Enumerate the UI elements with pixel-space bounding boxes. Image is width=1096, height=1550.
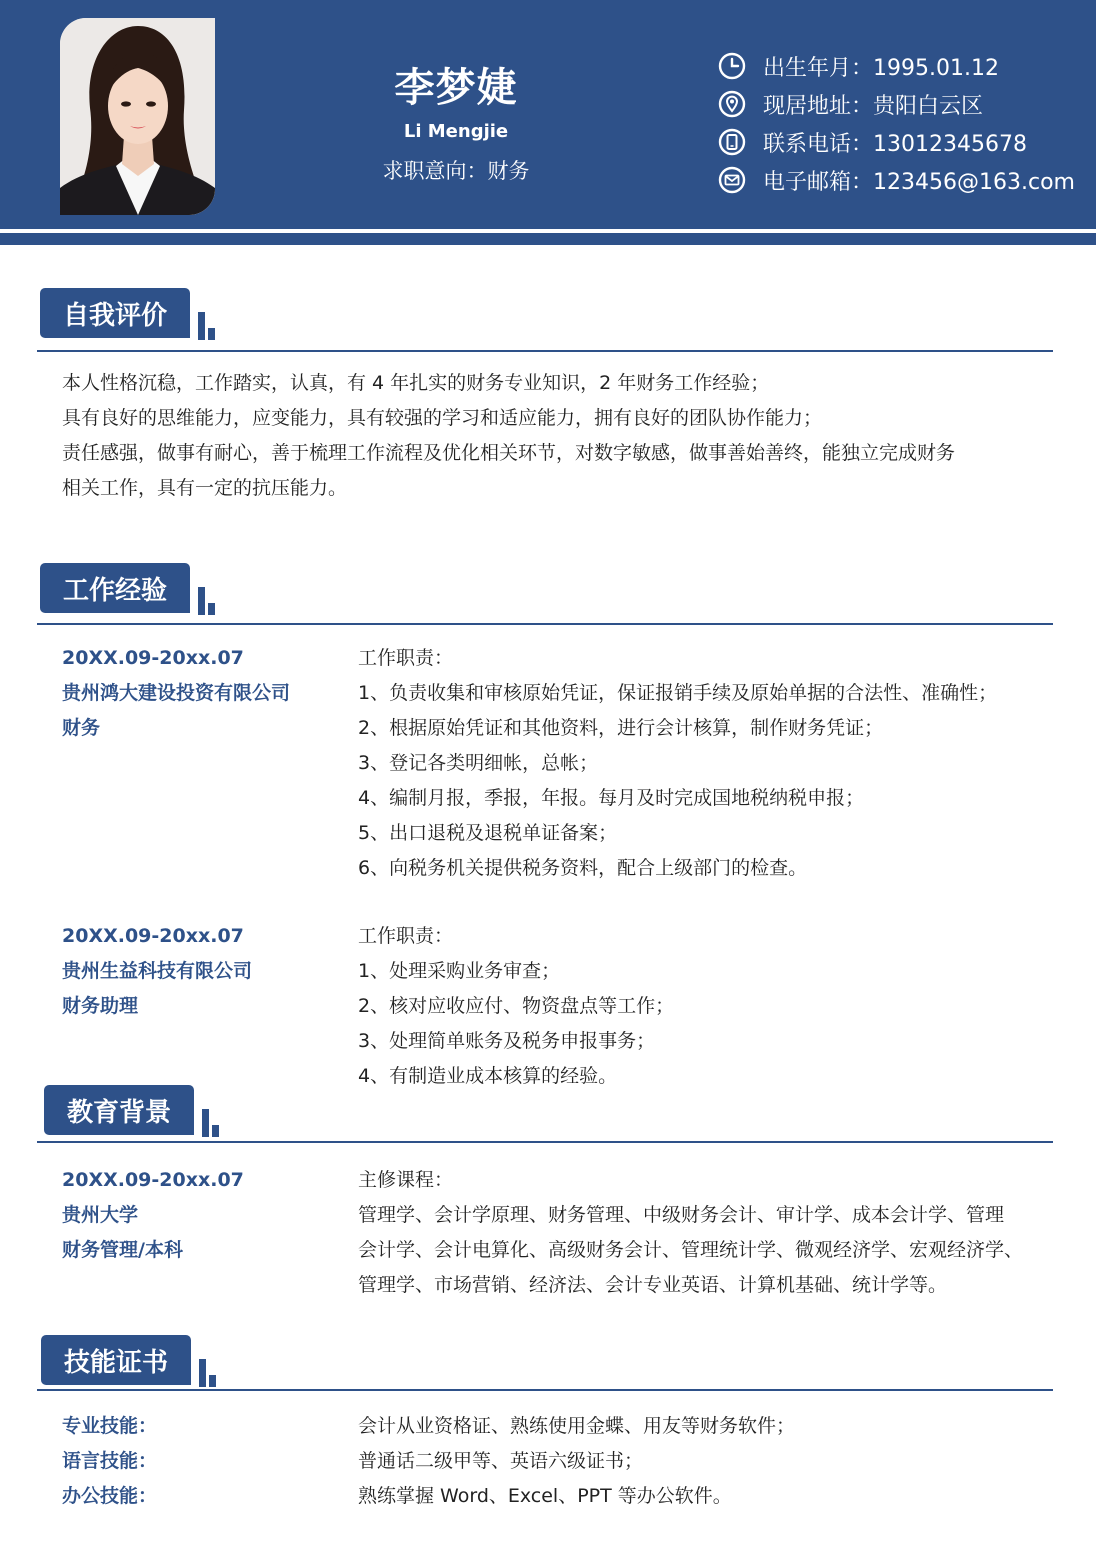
contact-address (718, 89, 983, 119)
location-icon (718, 90, 746, 118)
section-bars-decoration (198, 1085, 224, 1135)
duty-line: 工作职责： (358, 925, 454, 947)
section-self-evaluation (40, 288, 220, 338)
job-2-info (62, 919, 252, 1024)
mail-icon (718, 166, 746, 194)
skills-values (358, 1409, 1058, 1514)
duty-line: 2、根据原始凭证和其他资料，进行会计核算，制作财务凭证； (358, 717, 884, 739)
header-banner (0, 0, 1096, 229)
section-bars-decoration (195, 1335, 221, 1385)
job-2-duties (358, 919, 1058, 1094)
education-school: 贵州大学 (62, 1204, 139, 1226)
contact-phone-text: 联系电话：13012345678 (763, 131, 1027, 157)
section-bars-decoration (194, 288, 220, 338)
contact-birthdate (718, 51, 999, 81)
section-divider (37, 1389, 1053, 1391)
job-period: 20XX.09-20xx.07 (62, 647, 244, 669)
phone-icon (718, 128, 746, 156)
job-1-info (62, 641, 290, 746)
duty-line: 工作职责： (358, 647, 454, 669)
applicant-name: 李梦婕 (394, 65, 518, 111)
contact-address-text: 现居地址：贵阳白云区 (763, 93, 984, 119)
section-title: 教育背景 (44, 1085, 194, 1135)
contact-email (718, 165, 1075, 195)
self-evaluation-text (62, 366, 1042, 506)
portrait-image (60, 18, 215, 215)
section-divider (37, 623, 1053, 625)
self-evaluation-line: 相关工作，具有一定的抗压能力。 (62, 477, 348, 499)
job-role: 财务助理 (62, 995, 139, 1017)
skills-labels (62, 1409, 157, 1514)
skill-value-language: 普通话二级甲等、英语六级证书； (358, 1450, 644, 1472)
job-role: 财务 (62, 717, 101, 739)
duty-line: 6、向税务机关提供税务资料，配合上级部门的检查。 (358, 857, 808, 879)
job-1-duties (358, 641, 1058, 886)
duty-line: 2、核对应收应付、物资盘点等工作； (358, 995, 675, 1017)
duty-line: 4、有制造业成本核算的经验。 (358, 1065, 618, 1087)
skill-label-professional: 专业技能： (62, 1415, 158, 1437)
applicant-name-english: Li Mengjie (403, 121, 509, 142)
job-company: 贵州生益科技有限公司 (62, 960, 253, 982)
section-education (44, 1085, 224, 1135)
education-period: 20XX.09-20xx.07 (62, 1169, 244, 1191)
duty-line: 4、编制月报，季报，年报。每月及时完成国地税纳税申报； (358, 787, 865, 809)
skill-value-office: 熟练掌握 Word、Excel、PPT 等办公软件。 (358, 1485, 732, 1507)
header-divider-stripe (0, 233, 1096, 245)
skill-value-professional: 会计从业资格证、熟练使用金蝶、用友等财务软件； (358, 1415, 796, 1437)
section-title: 技能证书 (41, 1335, 191, 1385)
skill-label-language: 语言技能： (62, 1450, 158, 1472)
duty-line: 3、处理简单账务及税务申报事务； (358, 1030, 656, 1052)
section-divider (37, 1141, 1053, 1143)
section-title: 工作经验 (40, 563, 190, 613)
duty-line: 1、负责收集和审核原始凭证，保证报销手续及原始单据的合法性、准确性； (358, 682, 998, 704)
course-line: 管理学、市场营销、经济法、会计专业英语、计算机基础、统计学等。 (358, 1274, 948, 1296)
section-title: 自我评价 (40, 288, 190, 338)
duty-line: 3、登记各类明细帐，总帐； (358, 752, 599, 774)
clock-icon (718, 52, 746, 80)
education-major: 财务管理/本科 (62, 1239, 183, 1261)
course-line: 主修课程： (358, 1169, 454, 1191)
self-evaluation-line: 具有良好的思维能力，应变能力，具有较强的学习和适应能力，拥有良好的团队协作能力； (62, 407, 823, 429)
education-courses (358, 1163, 1058, 1303)
job-intent: 求职意向：财务 (382, 159, 530, 183)
section-work-experience (40, 563, 220, 613)
self-evaluation-line: 本人性格沉稳，工作踏实，认真，有 4 年扎实的财务专业知识，2 年财务工作经验； (62, 372, 770, 394)
contact-phone (718, 127, 1027, 157)
contact-email-text: 电子邮箱：123456@163.com (763, 169, 1075, 195)
section-bars-decoration (194, 563, 220, 613)
job-period: 20XX.09-20xx.07 (62, 925, 244, 947)
contact-birthdate-text: 出生年月：1995.01.12 (763, 55, 999, 81)
self-evaluation-line: 责任感强，做事有耐心，善于梳理工作流程及优化相关环节，对数字敏感，做事善始善终，能独立完成财务 (62, 442, 956, 464)
section-divider (37, 350, 1053, 352)
section-skills (41, 1335, 221, 1385)
duty-line: 5、出口退税及退税单证备案； (358, 822, 618, 844)
course-line: 会计学、会计电算化、高级财务会计、管理统计学、微观经济学、宏观经济学、 (358, 1239, 1024, 1261)
course-line: 管理学、会计学原理、财务管理、中级财务会计、审计学、成本会计学、管理 (358, 1204, 1005, 1226)
job-company: 贵州鸿大建设投资有限公司 (62, 682, 291, 704)
skill-label-office: 办公技能： (62, 1485, 158, 1507)
education-info (62, 1163, 244, 1268)
profile-photo (60, 18, 215, 215)
duty-line: 1、处理采购业务审查； (358, 960, 561, 982)
